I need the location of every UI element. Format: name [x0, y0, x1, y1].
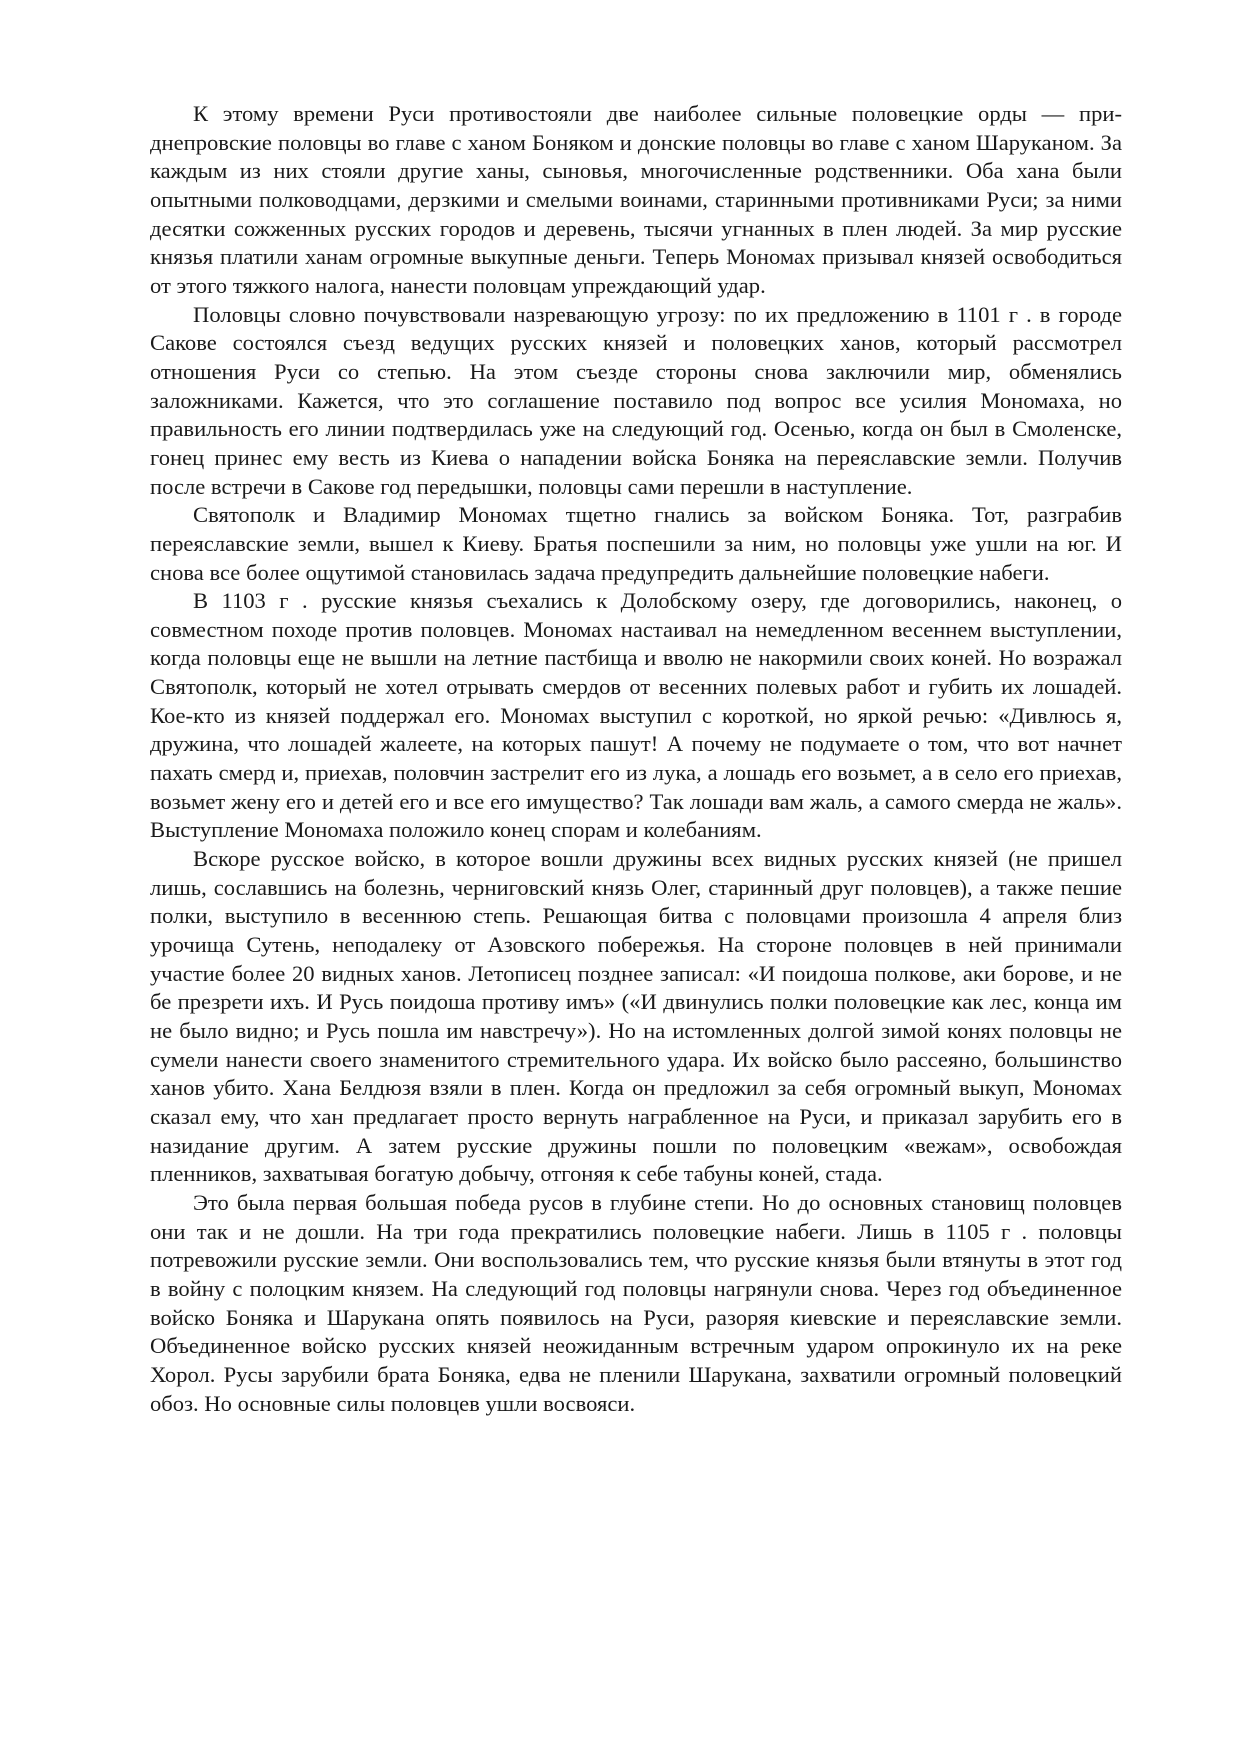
paragraph-3: Святополк и Владимир Мономах тщетно гнались за войском Боняка. Тот, разграбив переяславские земли, вышел к Киеву. Братья поспешили за ним, но половцы уже ушли на юг. И снова все более ощутимой становилась задача предупредить дальнейшие половецкие набеги.	[150, 502, 1122, 585]
paragraph-4: В 1103 г . русские князья съехались к Долобскому озеру, где договорились, наконец, о совместном походе против половцев. Мономах настаивал на немедленном весеннем выступлении, когда половцы еще не вышли на летние пастбища и вволю не накормили своих коней. Но возражал Святополк, который не хотел отрывать смердов от весенних полевых работ и губить их лошадей. Кое-кто из князей поддержал его. Мономах выступил с короткой, но яркой речью: «Дивлюсь я, дружина, что лошадей жалеете, на которых пашут! А почему не подумаете о том, что вот начнет пахать смерд и, приехав, половчин застрелит его из лука, а лошадь его возьмет, а в село его приехав, возьмет жену его и детей его и все его имущество? Так лошади вам жаль, а самого смерда не жаль». Выступление Мономаха положило конец спорам и колебаниям.	[150, 588, 1122, 843]
paragraph-2: Половцы словно почувствовали назревающую угрозу: по их предложению в 1101 г . в городе Сакове состоялся съезд ведущих русских князей и половецких ханов, который рассмотрел отношения Руси со степью. На этом съезде стороны снова заключили мир, обменялись заложниками. Кажется, что это соглашение поставило под вопрос все усилия Мономаха, но правильность его линии подтвердилась уже на следующий год. Осенью, когда он был в Смоленске, гонец принес ему весть из Киева о нападении войска Боняка на переяславские земли. Получив после встречи в Сакове год передышки, половцы сами перешли в наступление.	[150, 301, 1122, 499]
paragraph-6: Это была первая большая победа русов в глубине степи. Но до основных становищ половцев они так и не дошли. На три года прекратились половецкие набеги. Лишь в 1105 г . половцы потревожили русские земли. Они воспользовались тем, что русские князья были втянуты в этот год в войну с полоцким князем. На следующий год половцы нагрянули снова. Через год объединенное войско Боняка и Шарукана опять появилось на Руси, разоряя киевские и переяславские земли. Объединенное войско русских князей неожиданным встречным ударом опрокинуло их на реке Хорол. Русы зарубили брата Боняка, едва не пленили Шарукана, захватили огромный половецкий обоз. Но основные силы половцев ушли восвояси.	[150, 1189, 1122, 1416]
paragraph-5: Вскоре русское войско, в которое вошли дружины всех видных русских князей (не пришел лишь, сославшись на болезнь, черниговский князь Олег, старинный друг половцев), а также пешие полки, выступило в весеннюю степь. Решающая битва с половцами произошла 4 апреля близ урочища Сутень, неподалеку от Азовского побережья. На стороне половцев в ней принимали участие более 20 видных ханов. Летописец позднее записал: «И поидоша полкове, аки борове, и не бе презрети ихъ. И Русь поидоша противу имъ» («И двинулись полки половецкие как лес, конца им не было видно; и Русь пошла им навстречу»). Но на истомленных долгой зимой конях половцы не сумели нанести своего знаменитого стремительного удара. Их войско было рассеяно, большинство ханов убито. Хана Белдюзя взяли в плен. Когда он предложил за себя огромный выкуп, Мономах сказал ему, что хан предлагает просто вернуть награбленное на Руси, и приказал зарубить его в назидание другим. А затем русские дружины пошли по половецким «вежам», освобождая пленников, захватывая богатую добычу, отгоняя к себе табуны коней, стада.	[150, 846, 1122, 1187]
document-page	[150, 100, 1122, 1418]
paragraph-1: К этому времени Руси противостояли две наиболее сильные половецкие орды — приднепровские половцы во главе с ханом Боняком и донские половцы во главе с ханом Шаруканом. За каждым из них стояли другие ханы, сыновья, многочисленные родственники. Оба хана были опытными полководцами, дерзкими и смелыми воинами, старинными противниками Руси; за ними десятки сожженных русских городов и деревень, тысячи угнанных в плен людей. За мир русские князья платили ханам огромные выкупные деньги. Теперь Мономах призывал князей освободиться от этого тяжкого налога, нанести половцам упреждающий удар.	[150, 101, 1122, 298]
